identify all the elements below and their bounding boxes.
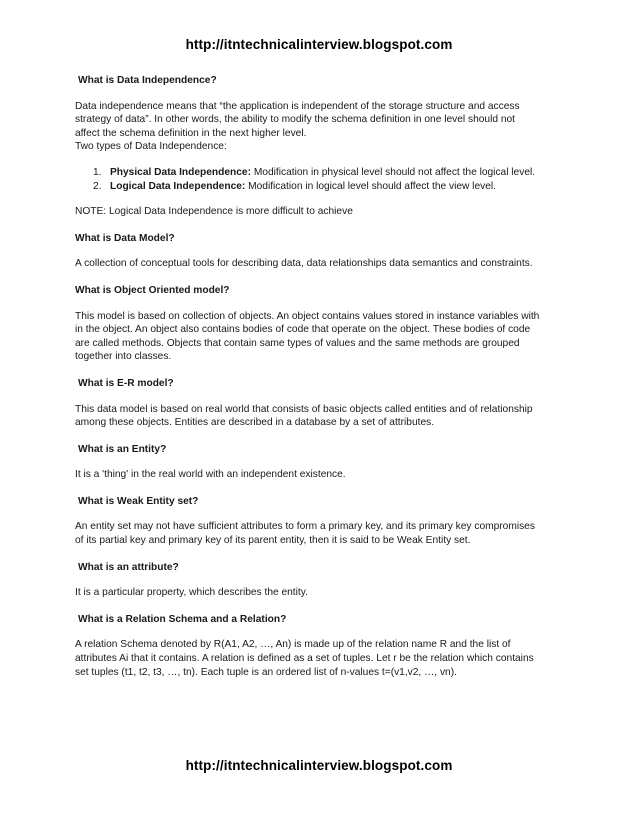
- note-text: NOTE: Logical Data Independence is more difficult to achieve: [75, 206, 353, 218]
- answer-paragraph: [75, 100, 565, 154]
- question-heading: What is Weak Entity set?: [78, 495, 199, 507]
- text-line: among these objects. Entities are described in a database by a set of attributes.: [75, 417, 435, 429]
- question-heading: What is E-R model?: [78, 377, 174, 389]
- text-line: strategy of data”. In other words, the ability to modify the schema definition in one level should not: [75, 114, 516, 126]
- list-term: Logical Data Independence:: [110, 180, 246, 192]
- numbered-list: [75, 166, 565, 193]
- text-line: An entity set may not have sufficient attributes to form a primary key, and its primary key compromises: [75, 521, 535, 533]
- question-heading: What is Object Oriented model?: [75, 284, 230, 296]
- text-line: of its partial key and primary key of its parent entity, then it is said to be Weak Entity set.: [75, 535, 471, 547]
- text-line: are called methods. Objects that contain same types of values and the same methods are grouped: [75, 337, 520, 349]
- list-item: [93, 180, 565, 194]
- answer-paragraph: It is a 'thing' in the real world with an independent existence.: [75, 469, 346, 481]
- answer-paragraph: [75, 638, 565, 679]
- list-desc: Modification in logical level should affect the view level.: [245, 180, 496, 192]
- list-desc: Modification in physical level should not affect the logical level.: [250, 166, 536, 178]
- answer-paragraph: [75, 310, 565, 364]
- answer-paragraph: [75, 403, 565, 430]
- list-number: 2.: [93, 180, 102, 192]
- question-heading: What is a Relation Schema and a Relation?: [78, 613, 287, 625]
- header-url: http://itntechnicalinterview.blogspot.com: [185, 37, 453, 52]
- answer-paragraph: It is a particular property, which describes the entity.: [75, 587, 308, 599]
- question-heading: What is an attribute?: [78, 561, 179, 573]
- question-heading: What is Data Model?: [75, 232, 175, 244]
- list-item: [93, 166, 565, 180]
- footer-url: http://itntechnicalinterview.blogspot.com: [185, 758, 453, 773]
- text-line: Two types of Data Independence:: [75, 141, 227, 153]
- text-line: attributes Ai that it contains. A relation is defined as a set of tuples. Let r be the relation which contains: [75, 653, 534, 665]
- text-line: This model is based on collection of objects. An object contains values stored in instance variables with: [75, 310, 540, 322]
- text-line: in the object. An object also contains bodies of code that operate on the object. These bodies of code: [75, 324, 531, 336]
- list-number: 1.: [93, 166, 102, 178]
- question-heading: What is Data Independence?: [78, 75, 217, 86]
- text-line: This data model is based on real world that consists of basic objects called entities and of relationship: [75, 403, 533, 415]
- list-term: Physical Data Independence:: [110, 166, 251, 178]
- text-line: A relation Schema denoted by R(A1, A2, …, An) is made up of the relation name R and the list of: [75, 639, 511, 651]
- document-body: [75, 74, 565, 679]
- text-line: affect the schema definition in the next higher level.: [75, 127, 307, 139]
- text-line: set tuples (t1, t2, t3, …, tn). Each tuple is an ordered list of n-values t=(v1,v2, …, vn).: [75, 666, 457, 678]
- answer-paragraph: [75, 520, 565, 547]
- question-heading: What is an Entity?: [78, 443, 167, 455]
- answer-paragraph: A collection of conceptual tools for describing data, data relationships data semantics and constraints.: [75, 258, 533, 270]
- text-line: together into classes.: [75, 351, 172, 363]
- text-line: Data independence means that “the application is independent of the storage structure and access: [75, 100, 520, 112]
